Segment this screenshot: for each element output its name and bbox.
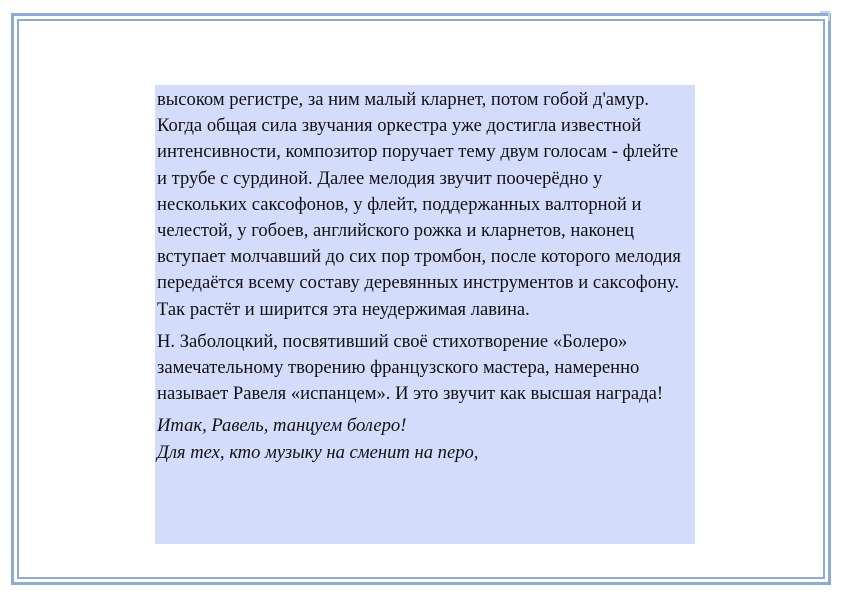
paragraph-orchestration: высоком регистре, за ним малый кларнет, потом гобой д'амур. Когда общая сила звучания оркестра уже достигла известной интенсивности, композитор поручает тему двум голосам - флейте и трубе с сурдиной. Далее мелодия звучит поочерёдно у нескольких саксофонов, у флейт, поддержанных валторной и челестой, у гобоев, английского рожка и кларнетов, наконец вступает молчавший до сих пор тромбон, после которого мелодия передаётся всему составу деревянных инструментов и саксофону. Так растёт и ширится эта неудержимая лавина. — [157, 89, 681, 320]
slide-frame-corner — [820, 11, 830, 21]
poem-quote — [157, 413, 691, 465]
poem-line: Итак, Равель, танцуем болеро! — [157, 415, 407, 437]
text-block — [155, 85, 695, 544]
poem-line: Для тех, кто музыку на сменит на перо, — [157, 441, 479, 463]
paragraph-zabolotsky: Н. Заболоцкий, посвятивший своё стихотворение «Болеро» замечательному творению французского мастера, намеренно называет Равеля «испанцем». И это звучит как высшая награда! — [157, 330, 664, 405]
